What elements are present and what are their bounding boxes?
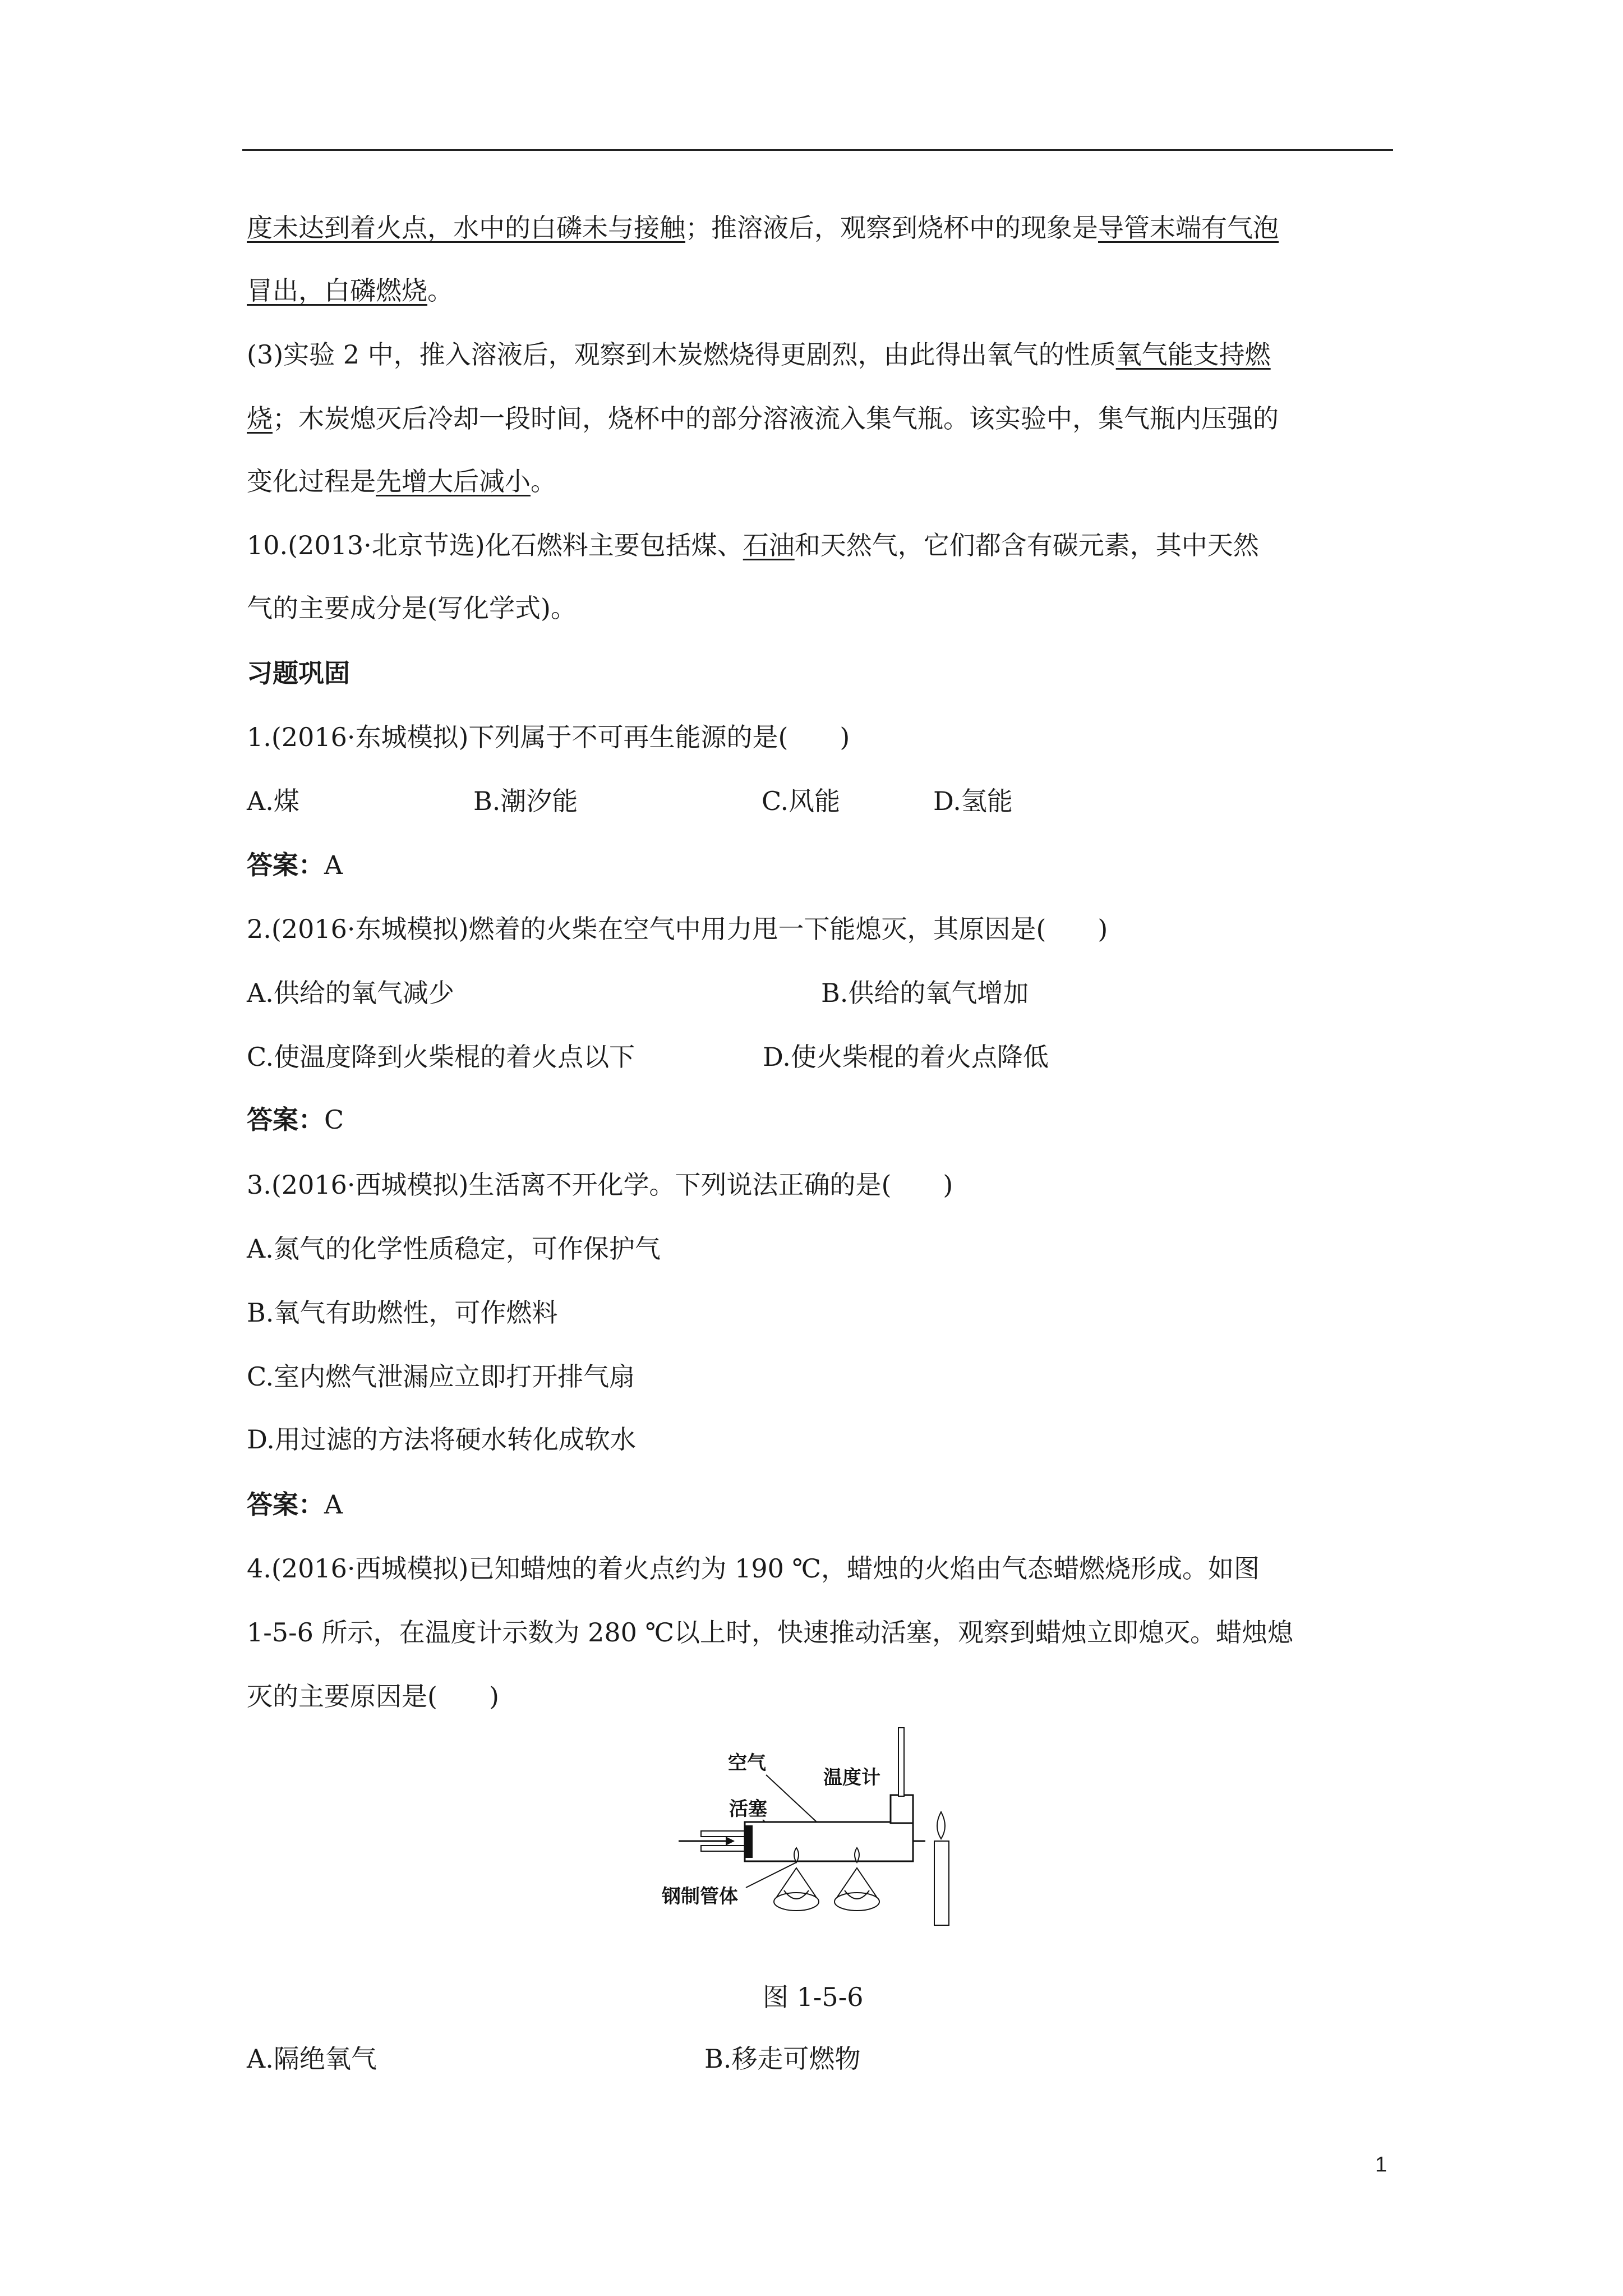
q2-answer: 答案：C — [247, 1105, 344, 1135]
answer-underline: 氧气能支持燃 — [1115, 339, 1271, 370]
q3-option-d: D.用过滤的方法将硬水转化成软水 — [247, 1424, 636, 1455]
q4-stem-line-2: 1-5-6 所示，在温度计示数为 280 ℃以上时，快速推动活塞，观察到蜡烛立即熄灭。蜡烛熄 — [247, 1617, 1294, 1648]
plunger-rod — [701, 1831, 746, 1837]
answer-underline: 度未达到着火点，水中的白磷未与接触 — [247, 213, 685, 243]
header-rule — [242, 149, 1393, 151]
q3-stem: 3.(2016·西城模拟)生活离不开化学。下列说法正确的是( ) — [247, 1170, 953, 1200]
q10-line-1: 10.(2013·北京节选)化石燃料主要包括煤、石油和天然气，它们都含有碳元素，其中天然 — [247, 530, 1259, 560]
thermometer-icon — [898, 1728, 904, 1796]
piston — [745, 1825, 753, 1858]
figure-caption: 图 1-5-6 — [763, 1982, 864, 2012]
q3-line-1: (3)实验 2 中，推入溶液后，观察到木炭燃烧得更剧烈，由此得出氧气的性质氧气能支持燃 — [247, 339, 1271, 370]
q2-option-d: D.使火柴棍的着火点降低 — [763, 1042, 1049, 1072]
prev-line-2: 冒出，白磷燃烧。 — [247, 275, 453, 306]
experiment-figure — [662, 1694, 976, 1952]
q2-option-a: A.供给的氧气减少 — [247, 978, 454, 1008]
q1-option-a: A.煤 — [247, 786, 299, 816]
q4-option-b: B.移走可燃物 — [704, 2044, 861, 2074]
q2-option-b: B.供给的氧气增加 — [821, 978, 1029, 1008]
q2-stem: 2.(2016·东城模拟)燃着的火柴在空气中用力甩一下能熄灭，其原因是( ) — [247, 914, 1108, 944]
q2-option-c: C.使温度降到火柴棍的着火点以下 — [247, 1042, 635, 1072]
answer-underline: 导管末端有气泡 — [1098, 213, 1279, 243]
page-number: 1 — [1375, 2153, 1387, 2177]
q1-stem: 1.(2016·东城模拟)下列属于不可再生能源的是( ) — [247, 722, 850, 752]
q1-option-d: D.氢能 — [933, 786, 1013, 816]
q3-line-3: 变化过程是先增大后减小。 — [247, 466, 556, 496]
q10-line-2: 气的主要成分是(写化学式)。 — [247, 593, 577, 623]
q3-line-2: 烧；木炭熄灭后冷却一段时间，烧杯中的部分溶液流入集气瓶。该实验中，集气瓶内压强的 — [247, 403, 1279, 434]
steel-tube — [745, 1822, 913, 1861]
q1-option-c: C.风能 — [762, 786, 841, 816]
section-heading: 习题巩固 — [247, 658, 350, 688]
figure-label-air: 空气 — [728, 1752, 766, 1774]
q3-option-a: A.氮气的化学性质稳定，可作保护气 — [247, 1234, 661, 1264]
answer-underline: 先增大后减小 — [376, 466, 531, 496]
figure-label-piston: 活塞 — [729, 1798, 767, 1820]
answer-underline: 石油 — [743, 530, 795, 560]
prev-line-1: 度未达到着火点，水中的白磷未与接触；推溶液后，观察到烧杯中的现象是导管末端有气泡 — [247, 213, 1279, 243]
q1-option-b: B.潮汐能 — [473, 786, 578, 816]
q1-answer: 答案：A — [247, 850, 343, 880]
figure-label-thermometer: 温度计 — [823, 1766, 880, 1789]
q4-stem-line-3: 灭的主要原因是( ) — [247, 1681, 499, 1711]
q4-stem-line-1: 4.(2016·西城模拟)已知蜡烛的着火点约为 190 ℃，蜡烛的火焰由气态蜡燃烧形成。如图 — [247, 1553, 1260, 1584]
candle-icon — [934, 1812, 949, 1925]
q3-option-c: C.室内燃气泄漏应立即打开排气扇 — [247, 1361, 635, 1392]
q3-answer: 答案：A — [247, 1489, 343, 1520]
q4-option-a: A.隔绝氧气 — [247, 2044, 377, 2074]
figure-label-tube: 钢制管体 — [662, 1885, 738, 1908]
answer-underline: 烧 — [247, 403, 273, 434]
q3-option-b: B.氧气有助燃性，可作燃料 — [247, 1297, 558, 1328]
answer-underline: 冒出，白磷燃烧 — [247, 275, 427, 306]
